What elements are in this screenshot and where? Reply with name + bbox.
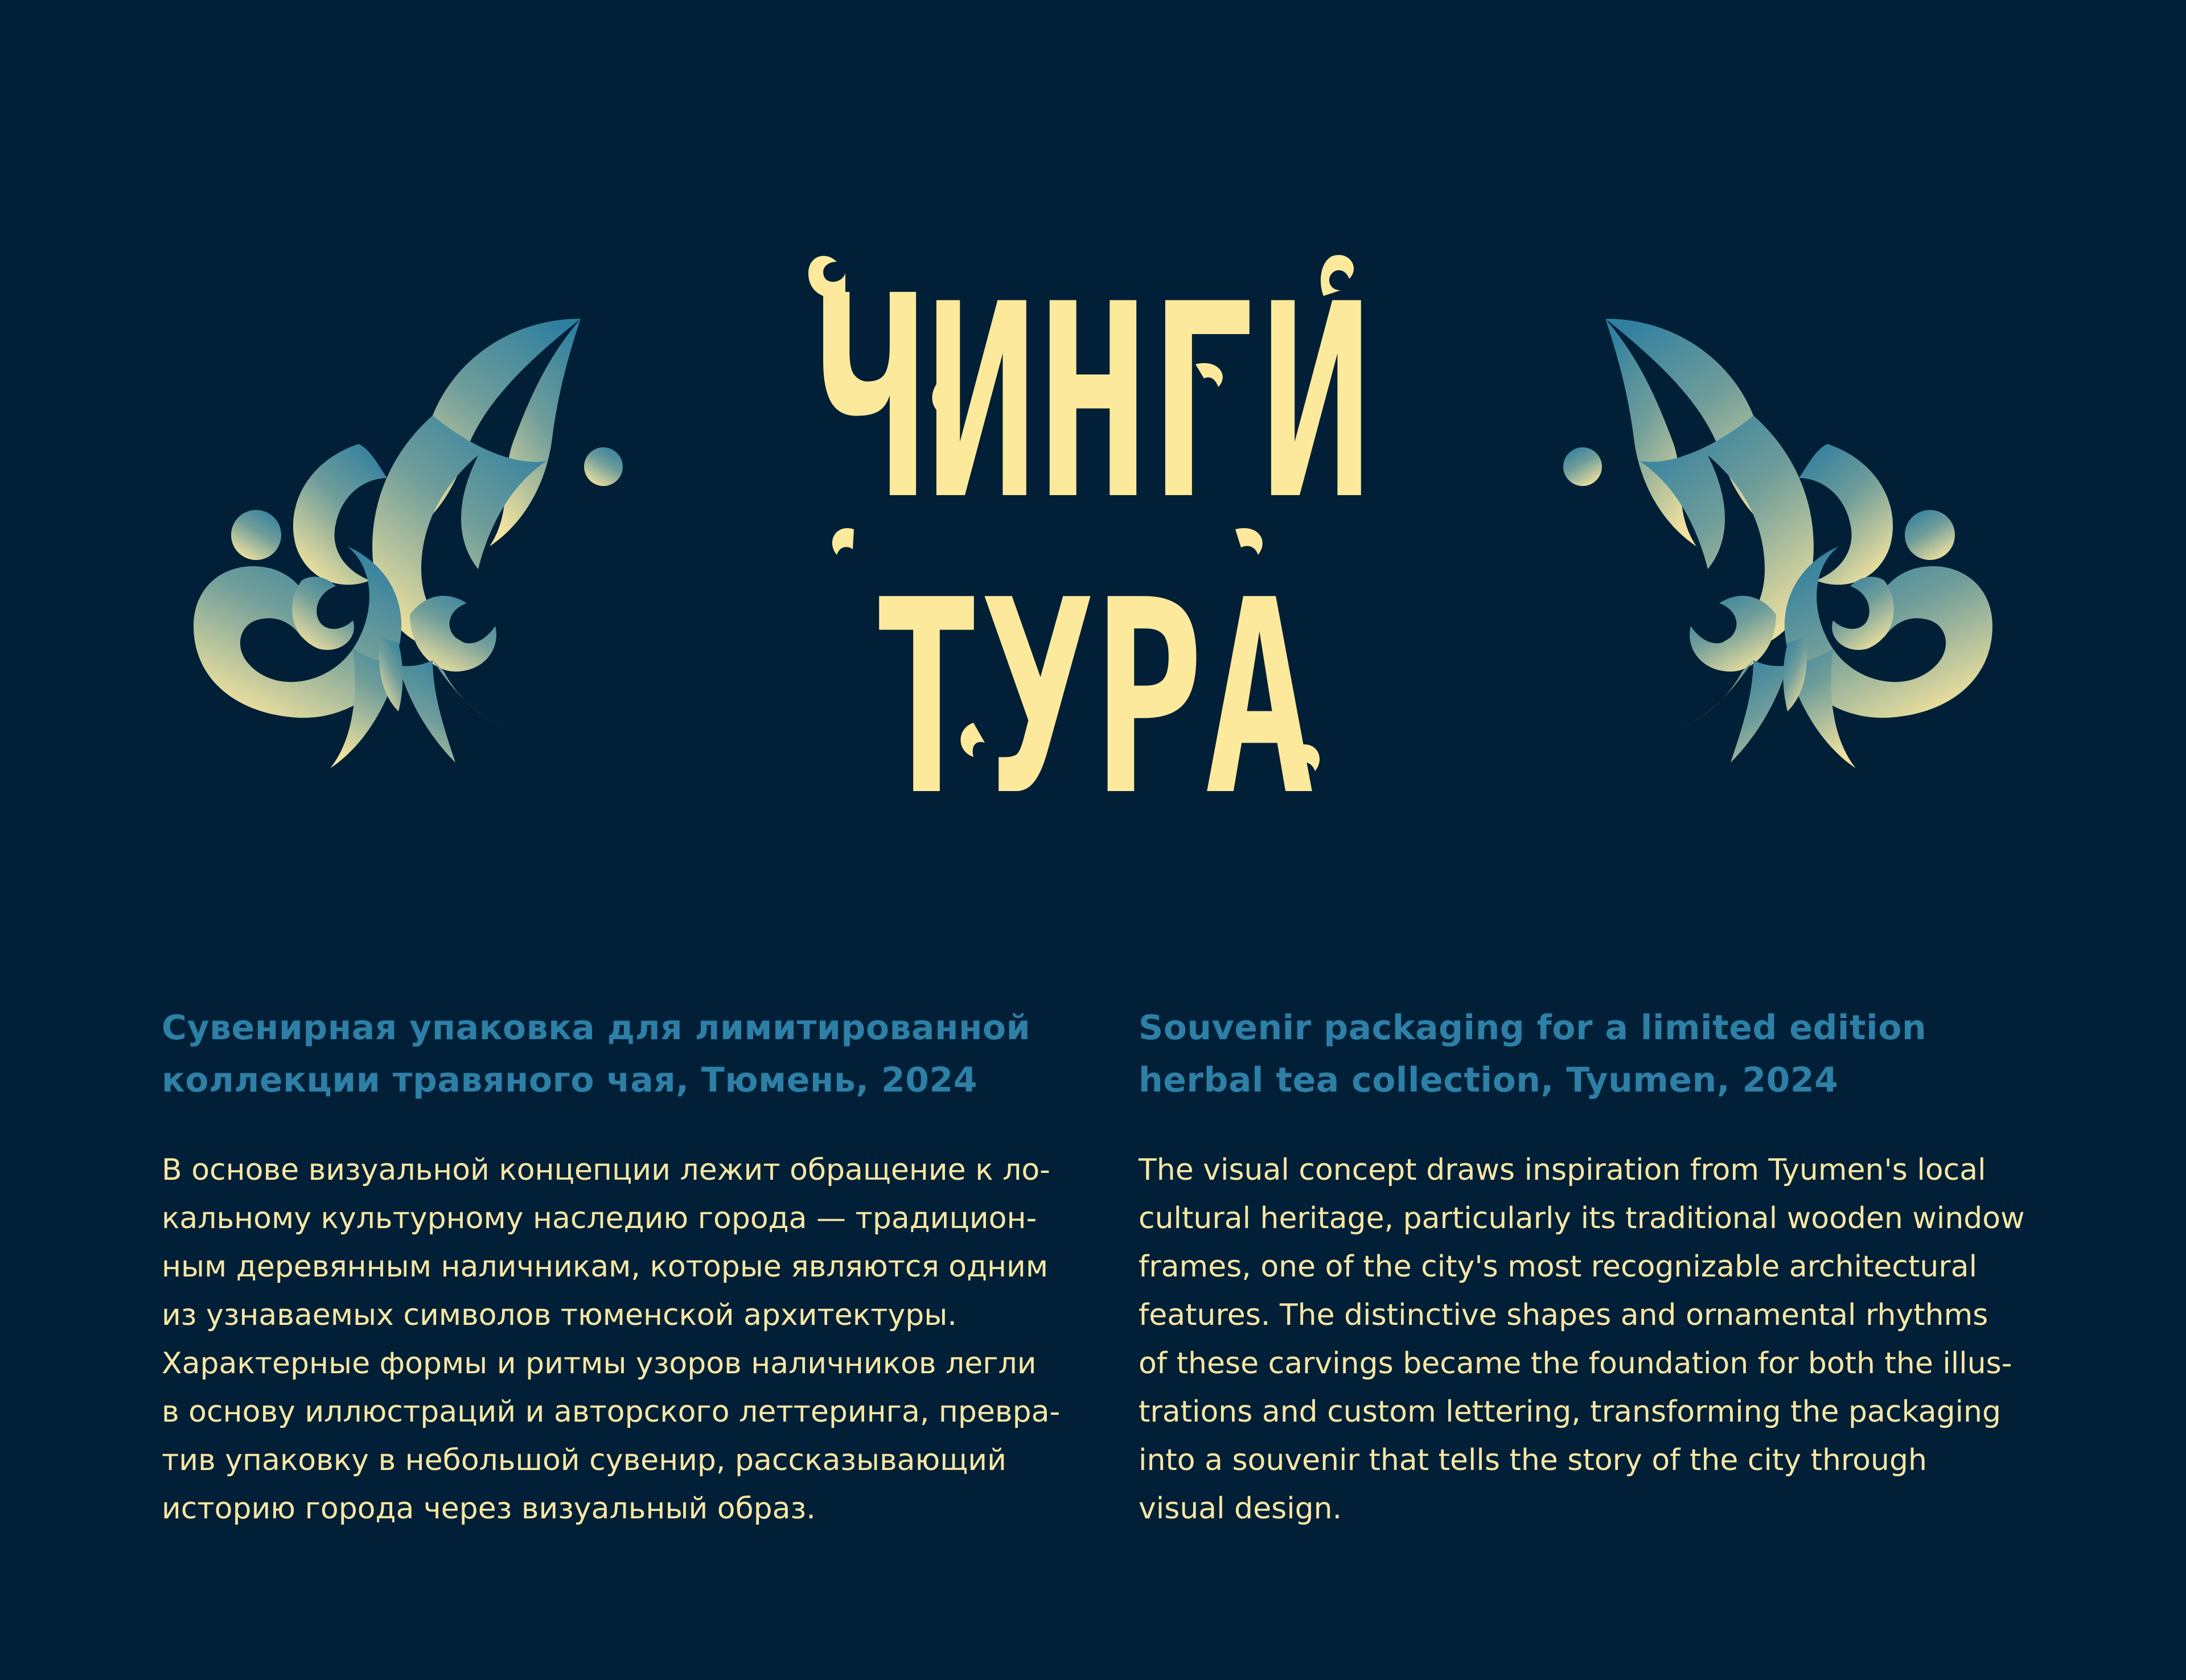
body-en-line: cultural heritage, particularly its traditional wooden window [1139,1201,2025,1236]
body-ru-line: из узнаваемых символов тюменской архитектуры. [162,1298,957,1332]
heading-en-line: herbal tea collection, Tyumen, 2024 [1139,1060,1839,1100]
body-ru-line: В основе визуальной концепции лежит обращение к ло- [162,1153,1050,1187]
body-en-line: The visual concept draws inspiration from Tyumen's local [1139,1153,1986,1187]
chingi-tura-logo [786,228,1400,854]
heading-ru-line: коллекции травяного чая, Тюмень, 2024 [162,1060,977,1100]
logo-line-2: ТУРА [871,543,1315,854]
body-ru [162,1146,1095,1533]
body-ru-line: в основу иллюстраций и авторского леттеринга, превра- [162,1395,1061,1429]
heading-ru [162,1002,1095,1106]
heading-en-line: Souvenir packaging for a limited edition [1139,1008,1927,1048]
body-en-line: visual design. [1139,1492,1342,1526]
body-en-line: into a souvenir that tells the story of the city through [1139,1443,1927,1477]
body-ru-line: тив упаковку в небольшой сувенир, рассказывающий [162,1443,1006,1477]
description-column-en [1139,1002,2072,1533]
body-en [1139,1146,2072,1533]
body-ru-line: историю города через визуальный образ. [162,1492,816,1526]
description-column-ru [162,1002,1095,1533]
body-en-line: trations and custom lettering, transforming the packaging [1139,1395,2001,1429]
floral-scroll-icon-right [1526,296,2072,785]
logo-line-1: ЧИНГИ [814,247,1372,558]
heading-en [1139,1002,2072,1106]
body-ru-line: ным деревянным наличникам, которые являются одним [162,1250,1049,1284]
body-en-line: frames, one of the city's most recognizable architectural [1139,1250,1978,1284]
floral-scroll-icon-left [114,296,660,785]
body-en-line: features. The distinctive shapes and ornamental rhythms [1139,1298,1988,1332]
heading-ru-line: Сувенирная упаковка для лимитированной [162,1008,1031,1048]
body-en-line: of these carvings became the foundation for both the illus- [1139,1347,2012,1381]
body-ru-line: Характерные формы и ритмы узоров наличников легли [162,1347,1037,1381]
body-ru-line: кальному культурному наследию города — традицион- [162,1201,1037,1236]
